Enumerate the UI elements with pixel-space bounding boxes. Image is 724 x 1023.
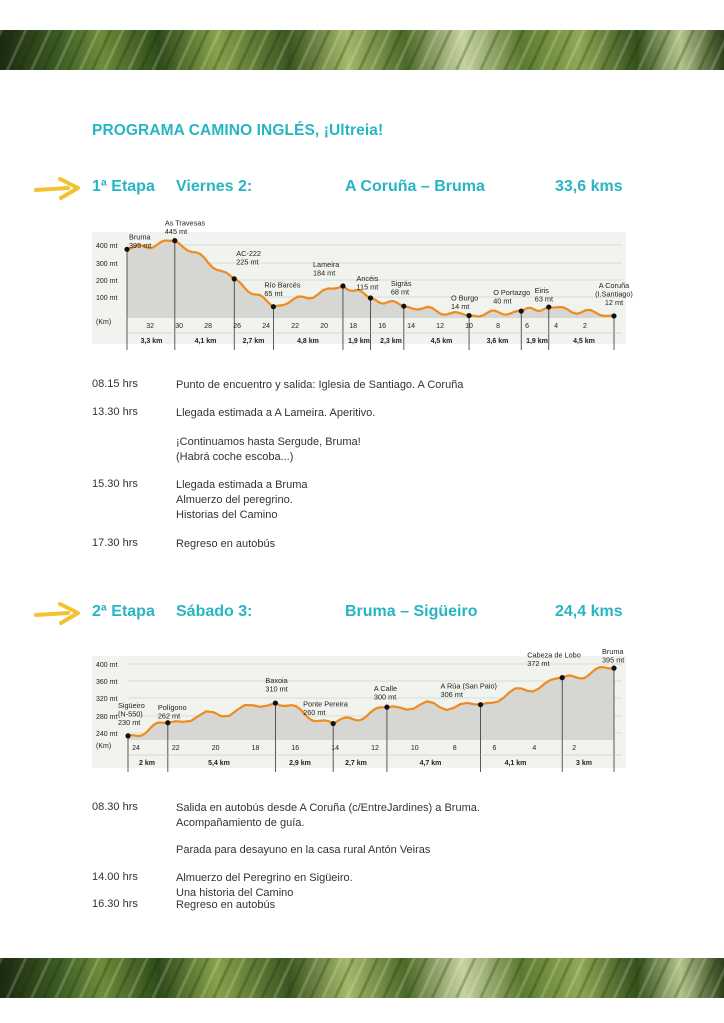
waypoint-label: Sigüeiro	[118, 700, 145, 710]
waypoint-label: 262 mt	[157, 711, 181, 721]
km-tick-label: 10	[465, 323, 473, 330]
schedule-description	[176, 478, 307, 523]
km-tick-label: 8	[496, 323, 501, 330]
waypoint-dot	[478, 702, 483, 707]
waypoint-label: 65 mt	[264, 289, 283, 299]
waypoint-dot	[401, 304, 406, 309]
km-tick-label: 24	[262, 323, 271, 330]
elevation-area	[128, 667, 614, 740]
waypoint-label: 445 mt	[164, 227, 188, 237]
waypoint-label: Río Barcés	[264, 280, 301, 290]
waypoint-label: Lameira	[312, 260, 340, 269]
waypoint-label: AC-222	[236, 248, 262, 258]
waypoint-label: Baxoia	[265, 676, 288, 686]
segment-distance: 2,3 km	[380, 338, 402, 345]
waypoint-dot	[331, 721, 336, 726]
description-line: Una historia del Camino	[176, 887, 294, 899]
segment-distance: 4,7 km	[419, 760, 442, 767]
waypoint-label: (N-550)	[118, 709, 143, 719]
segment-distance: 4,1 km	[194, 338, 217, 345]
waypoint-label: Cabeza de Lobo	[527, 650, 581, 660]
forest-banner-top	[0, 30, 724, 70]
stage-route: Bruma – Sigüeiro	[345, 603, 478, 620]
waypoint-dot	[519, 308, 524, 313]
waypoint-label: 230 mt	[118, 717, 141, 727]
waypoint-label: 395 mt	[129, 240, 152, 250]
waypoint-dot	[560, 675, 565, 680]
km-tick-label: 2	[572, 745, 577, 752]
stage-day: Sábado 3:	[176, 603, 253, 620]
km-tick-label: 6	[525, 323, 529, 330]
elevation-profile-stage-2	[92, 647, 626, 768]
km-tick-label: 6	[492, 745, 497, 752]
waypoint-label: 115 mt	[356, 282, 379, 292]
waypoint-dot	[340, 283, 345, 288]
waypoint-label: 40 mt	[493, 296, 512, 306]
km-tick-label: 16	[291, 745, 300, 752]
description-line: Parada para desayuno en la casa rural Antón Veiras	[176, 844, 431, 856]
schedule-description	[176, 898, 275, 913]
segment-distance: 3 km	[576, 760, 592, 767]
waypoint-label: 310 mt	[265, 684, 288, 694]
waypoint-label: Ponte Pereira	[303, 699, 348, 709]
schedule-description	[176, 406, 375, 421]
schedule-description	[176, 801, 480, 831]
y-axis-label: (Km)	[96, 319, 112, 326]
waypoint-label: Bruma	[602, 647, 624, 657]
stage-distance: 24,4 kms	[555, 603, 623, 620]
description-line: (Habrá coche escoba...)	[176, 451, 294, 463]
waypoint-dot	[368, 295, 373, 300]
waypoint-label: 184 mt	[312, 268, 336, 278]
description-line: Almuerzo del Peregrino en Sigüeiro.	[176, 872, 353, 884]
km-tick-label: 18	[349, 323, 358, 330]
waypoint-label: 395 mt	[602, 655, 625, 665]
waypoint-dot	[611, 666, 616, 671]
waypoint-label: Ancéis	[356, 274, 379, 283]
schedule-description	[176, 435, 361, 465]
km-tick-label: 10	[410, 745, 419, 752]
km-tick-label: 24	[132, 745, 140, 752]
stage-label: 2ª Etapa	[92, 603, 155, 620]
waypoint-label: A Coruña	[598, 280, 630, 290]
waypoint-label: Eiris	[534, 286, 549, 296]
km-tick-label: 14	[331, 745, 340, 752]
waypoint-label: 225 mt	[236, 257, 259, 267]
waypoint-label: O Burgo	[451, 293, 479, 303]
waypoint-label: A Calle	[373, 684, 398, 694]
waypoint-dot	[125, 733, 130, 738]
y-axis-label: 320 mt	[96, 696, 118, 703]
km-tick-label: 2	[583, 323, 587, 330]
stage-route: A Coruña – Bruma	[345, 178, 485, 195]
description-line: Regreso en autobús	[176, 538, 276, 550]
km-tick-label: 22	[171, 745, 180, 752]
elevation-profile-stage-1	[92, 218, 633, 345]
segment-distance: 1,9 km	[348, 338, 370, 345]
elevation-chart	[92, 218, 633, 345]
y-axis-label: 400 mt	[96, 243, 118, 250]
km-tick-label: 16	[378, 323, 386, 330]
y-axis-label: 280 mt	[96, 714, 118, 721]
segment-distance: 3,3 km	[140, 338, 163, 345]
description-line: ¡Continuamos hasta Sergude, Bruma!	[176, 436, 361, 448]
km-tick-label: 28	[204, 323, 213, 330]
description-line: Acompañamiento de guía.	[176, 817, 305, 829]
waypoint-label: 260 mt	[303, 708, 326, 718]
waypoint-label: O Portazgo	[493, 288, 531, 298]
schedule-description	[176, 871, 353, 901]
arrow-right-icon	[34, 176, 82, 202]
waypoint-label: 300 mt	[373, 692, 397, 702]
km-tick-label: 8	[452, 745, 457, 752]
segment-distance: 1,9 km	[526, 338, 548, 345]
waypoint-label: 68 mt	[390, 287, 410, 297]
km-tick-label: 22	[291, 323, 300, 330]
waypoint-dot	[611, 313, 616, 318]
km-tick-label: 30	[175, 323, 184, 330]
schedule-time: 08.30 hrs	[92, 801, 138, 813]
y-axis-label: (Km)	[96, 743, 112, 750]
schedule-description	[176, 843, 430, 858]
waypoint-label: 372 mt	[527, 659, 550, 669]
description-line: Llegada estimada a Bruma	[176, 479, 308, 491]
km-tick-label: 26	[233, 323, 242, 330]
description-line: Historias del Camino	[176, 509, 278, 521]
km-tick-label: 4	[554, 323, 558, 330]
segment-distance: 4,1 km	[504, 760, 527, 767]
stage-1-header	[92, 178, 652, 200]
segment-distance: 4,5 km	[430, 338, 453, 345]
page-title: PROGRAMA CAMINO INGLÉS, ¡Ultreia!	[92, 122, 384, 139]
waypoint-label: A Rúa (San Paio)	[440, 681, 497, 691]
waypoint-dot	[271, 304, 276, 309]
waypoint-dot	[273, 700, 278, 705]
description-line: Almuerzo del peregrino.	[176, 494, 293, 506]
km-tick-label: 14	[407, 323, 415, 330]
forest-banner-bottom	[0, 958, 724, 998]
waypoint-label: 12 mt	[604, 297, 624, 307]
elevation-chart	[92, 647, 626, 768]
waypoint-label: 63 mt	[534, 294, 554, 304]
waypoint-label: Sigrás	[390, 279, 412, 289]
description-line: Regreso en autobús	[176, 899, 276, 911]
stage-2-header	[92, 603, 652, 625]
y-axis-label: 300 mt	[96, 261, 118, 268]
km-tick-label: 32	[146, 323, 155, 330]
segment-distance: 5,4 km	[208, 760, 230, 767]
description-line: Punto de encuentro y salida: Iglesia de Santiago. A Coruña	[176, 379, 464, 391]
km-tick-label: 20	[320, 323, 329, 330]
waypoint-dot	[384, 705, 389, 710]
waypoint-label: (I.Santiago)	[595, 289, 633, 299]
segment-distance: 2,9 km	[289, 760, 311, 767]
stage-day: Viernes 2:	[176, 178, 253, 195]
arrow-right-icon	[34, 601, 82, 627]
waypoint-label: 306 mt	[440, 690, 463, 700]
segment-distance: 2,7 km	[242, 338, 265, 345]
waypoint-label: Bruma	[129, 232, 151, 242]
km-tick-label: 12	[371, 745, 379, 752]
segment-distance: 2 km	[139, 760, 155, 767]
waypoint-dot	[172, 238, 177, 243]
y-axis-label: 400 mt	[96, 662, 118, 669]
waypoint-dot	[546, 304, 551, 309]
stage-label: 1ª Etapa	[92, 178, 155, 195]
y-axis-label: 100 mt	[96, 295, 118, 302]
schedule-description	[176, 537, 275, 552]
waypoint-dot	[165, 720, 170, 725]
km-tick-label: 12	[436, 323, 444, 330]
schedule-time: 08.15 hrs	[92, 378, 138, 390]
km-tick-label: 4	[532, 745, 537, 752]
y-axis-label: 360 mt	[96, 679, 118, 686]
y-axis-label: 240 mt	[96, 731, 118, 738]
segment-distance: 3,6 km	[486, 338, 509, 345]
waypoint-dot	[232, 276, 237, 281]
description-line: Salida en autobús desde A Coruña (c/EntreJardines) a Bruma.	[176, 802, 480, 814]
schedule-time: 14.00 hrs	[92, 871, 138, 883]
km-tick-label: 20	[211, 745, 220, 752]
segment-distance: 2,7 km	[345, 760, 367, 767]
schedule-time: 16.30 hrs	[92, 898, 138, 910]
schedule-time: 13.30 hrs	[92, 406, 138, 418]
waypoint-label: As Travesas	[164, 218, 205, 228]
stage-distance: 33,6 kms	[555, 178, 623, 195]
y-axis-label: 200 mt	[96, 278, 118, 285]
schedule-time: 17.30 hrs	[92, 537, 138, 549]
waypoint-dot	[466, 313, 471, 318]
description-line: Llegada estimada a A Lameira. Aperitivo.	[176, 407, 376, 419]
segment-distance: 4,8 km	[297, 338, 319, 345]
km-tick-label: 18	[251, 745, 260, 752]
schedule-time: 15.30 hrs	[92, 478, 138, 490]
schedule-description	[176, 378, 463, 393]
segment-distance: 4,5 km	[573, 338, 595, 345]
waypoint-label: Polígono	[157, 702, 187, 712]
waypoint-label: 14 mt	[451, 302, 470, 312]
